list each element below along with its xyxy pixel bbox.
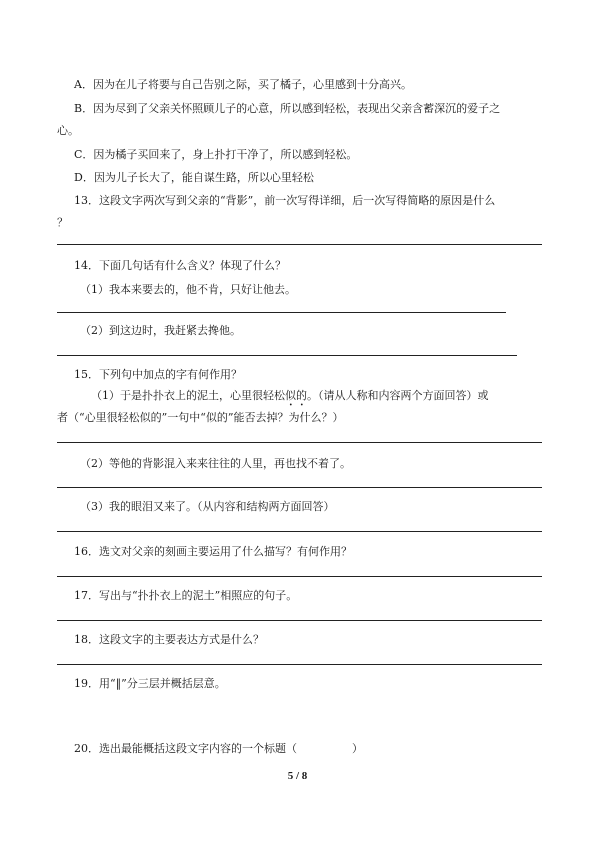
option-c: C．因为橘子买回来了，身上扑打干净了，所以感到轻松。 bbox=[74, 148, 358, 161]
question-15-item1 bbox=[91, 388, 542, 409]
question-14: 14．下面几句话有什么含义？体现了什么？ bbox=[74, 259, 286, 272]
answer-line bbox=[57, 312, 506, 313]
option-b-line2: 心。 bbox=[57, 124, 79, 137]
question-15-item1-cont: 者（“心里很轻松似的”一句中“似的”能否去掉？为什么？） bbox=[57, 411, 344, 424]
question-15-item3: （3）我的眼泪又来了。（从内容和结构两方面回答） bbox=[80, 500, 335, 513]
question-14-item1: （1）我本来要去的，他不肯，只好让他去。 bbox=[80, 283, 296, 296]
page-number: 5 / 8 bbox=[287, 770, 308, 782]
question-19: 19．用“‖”分三层并概括层意。 bbox=[74, 677, 226, 690]
question-13-line2: ？ bbox=[57, 216, 68, 229]
answer-line bbox=[57, 531, 542, 532]
answer-line bbox=[57, 244, 542, 245]
question-15-item1-note: 。（请从人称和内容两个方面回答）或 bbox=[307, 389, 489, 402]
question-15-item2: （2）等他的背影混入来来往往的人里，再也找不着了。 bbox=[80, 457, 351, 470]
question-13-line1: 13．这段文字两次写到父亲的“背影”，前一次写得详细，后一次写得简略的原因是什么 bbox=[74, 194, 496, 207]
question-18: 18．这段文字的主要表达方式是什么？ bbox=[74, 633, 264, 646]
question-16: 16．选文对父亲的刻画主要运用了什么描写？有何作用？ bbox=[74, 545, 352, 558]
option-b-line1: B．因为尽到了父亲关怀照顾儿子的心意，所以感到轻松，表现出父亲含蓄深沉的爱子之 bbox=[74, 102, 501, 115]
dotted-emphasis: 似的 bbox=[285, 389, 307, 402]
answer-line bbox=[57, 620, 542, 621]
answer-line bbox=[57, 664, 542, 665]
question-17: 17．写出与“扑扑衣上的泥土”相照应的句子。 bbox=[74, 589, 298, 602]
question-15: 15．下列句中加点的字有何作用？ bbox=[74, 368, 242, 381]
question-15-item1-text: （1）于是扑扑衣上的泥土，心里很轻松 bbox=[91, 389, 285, 402]
answer-line bbox=[57, 442, 542, 443]
option-a: A．因为在儿子将要与自己告别之际，买了橘子，心里感到十分高兴。 bbox=[74, 78, 412, 91]
answer-line bbox=[57, 576, 542, 577]
option-d: D．因为儿子长大了，能自谋生路，所以心里轻松 bbox=[74, 171, 314, 184]
question-14-item2: （2）到这边时，我赶紧去搀他。 bbox=[80, 324, 241, 337]
answer-line bbox=[57, 487, 542, 488]
question-20: 20．选出最能概括这段文字内容的一个标题（ ） bbox=[74, 742, 363, 755]
answer-line bbox=[57, 355, 517, 356]
